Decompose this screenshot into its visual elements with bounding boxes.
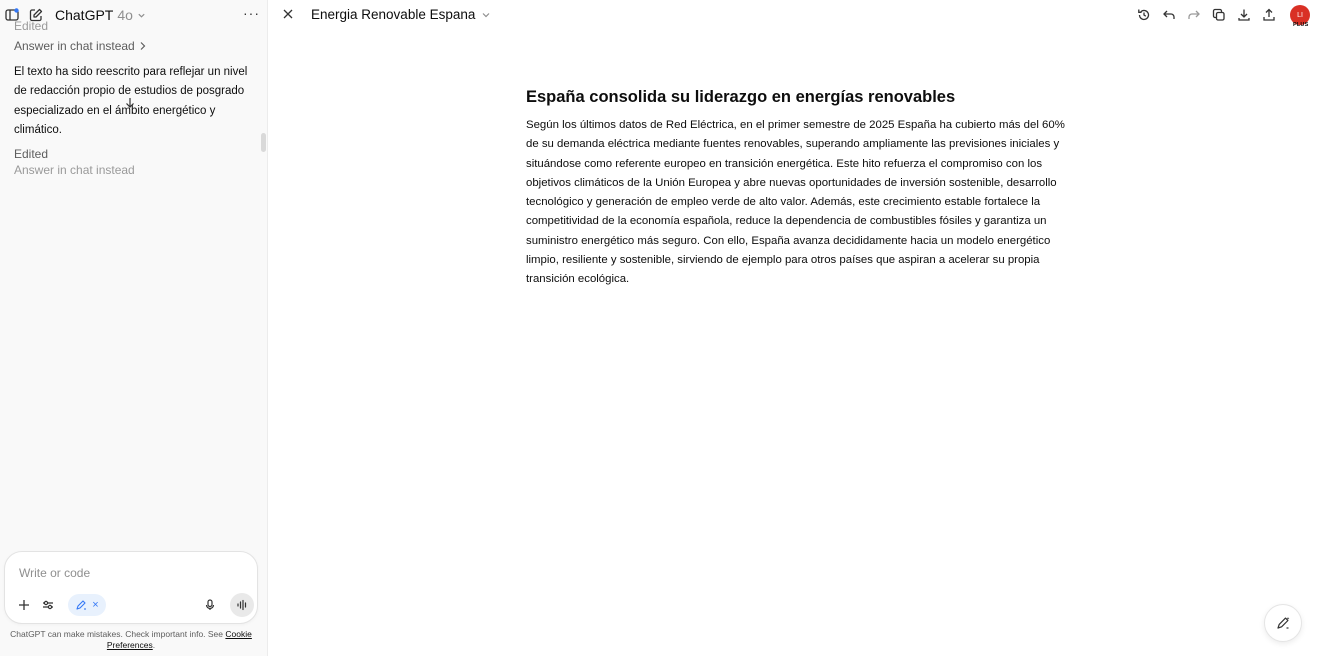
composer (4, 551, 258, 624)
scroll-down-icon[interactable] (123, 96, 137, 110)
chat-scrollbar[interactable] (261, 133, 266, 152)
canvas-pen-icon (75, 599, 87, 611)
user-avatar[interactable]: LI (1290, 5, 1310, 25)
document-title: Energia Renovable Espana (311, 7, 476, 22)
answer-in-chat-link[interactable] (14, 39, 147, 53)
remove-tool-icon[interactable]: × (92, 598, 99, 611)
chat-messages[interactable] (0, 19, 268, 177)
version-history-button[interactable] (1135, 6, 1153, 24)
undo-button[interactable] (1160, 6, 1178, 24)
history-icon (1137, 8, 1151, 22)
microphone-icon (204, 599, 216, 611)
share-icon (1262, 8, 1276, 22)
sliders-icon (42, 599, 54, 611)
voice-mode-button[interactable] (230, 593, 254, 617)
close-canvas-button[interactable] (280, 6, 296, 22)
cookie-preferences-link[interactable]: Cookie Preferences (106, 629, 252, 650)
download-icon (1237, 8, 1251, 22)
faded-answer-link: Answer in chat instead (14, 163, 135, 177)
chevron-down-icon (137, 11, 146, 20)
message-input[interactable] (19, 566, 239, 580)
disclaimer-text: ChatGPT can make mistakes. Check important info. See (10, 629, 224, 639)
plan-badge: PLUS (1293, 22, 1309, 28)
disclaimer (0, 629, 262, 651)
plus-icon (18, 599, 30, 611)
tools-button[interactable] (39, 596, 57, 614)
answer-in-chat-label: Answer in chat instead (14, 39, 135, 53)
download-button[interactable] (1235, 6, 1253, 24)
canvas-header (269, 0, 1318, 30)
close-icon (283, 9, 293, 19)
redo-icon (1187, 8, 1201, 22)
share-button[interactable] (1260, 6, 1278, 24)
assistant-message: El texto ha sido reescrito para reflejar un nivel de redacción propio de estudios de posgrado especializado en el ámbito energético y climático. (14, 66, 248, 136)
model-selector[interactable] (55, 7, 146, 23)
copy-button[interactable] (1210, 6, 1228, 24)
model-name: ChatGPT (55, 7, 114, 23)
edit-pen-icon (1276, 616, 1290, 630)
document-heading: España consolida su liderazgo en energías renovables (526, 88, 956, 106)
add-attachment-button[interactable] (15, 596, 33, 614)
chevron-right-icon (139, 41, 147, 51)
dictate-button[interactable] (201, 596, 219, 614)
more-options-button[interactable]: ··· (243, 5, 260, 21)
disclaimer-end: . (152, 640, 156, 650)
document-paragraph: Según los últimos datos de Red Eléctrica, en el primer semestre de 2025 España ha cubierto más del 60% de su demanda eléctrica mediante fuentes renovables, superando ampliamente las previsiones iniciales y situándose como referente europeo en transición energética. Este hito refuerza el compromiso con los objetivos climáticos de la Unión Europea y abre nuevas oportunidades de inversión sostenible, desarrollo tecnológico y generación de empleo verde de alto valor. Además, este crecimiento estable fortalece la competitividad de la economía española, reduce la dependencia de combustibles fósiles y garantiza un suministro energético más seguro. Con ello, España avanza decididamente hacia un modelo energético limpio, resiliente y sostenible, sirviendo de ejemplo para otros países que aspiran a acelerar su propia transición ecológica. (526, 119, 1065, 285)
document-content[interactable] (526, 86, 1066, 289)
redo-button[interactable] (1185, 6, 1203, 24)
copy-icon (1212, 8, 1226, 22)
model-version: 4o (117, 7, 133, 23)
undo-icon (1162, 8, 1176, 22)
document-title-dropdown[interactable] (311, 7, 491, 22)
faded-edited-label: Edited (14, 19, 49, 33)
chat-panel (0, 0, 268, 656)
edited-label: Edited (14, 147, 49, 161)
chevron-down-icon (481, 10, 491, 20)
canvas-tool-chip[interactable] (68, 594, 106, 616)
suggest-edits-button[interactable] (1264, 604, 1302, 642)
voice-wave-icon (236, 599, 248, 611)
